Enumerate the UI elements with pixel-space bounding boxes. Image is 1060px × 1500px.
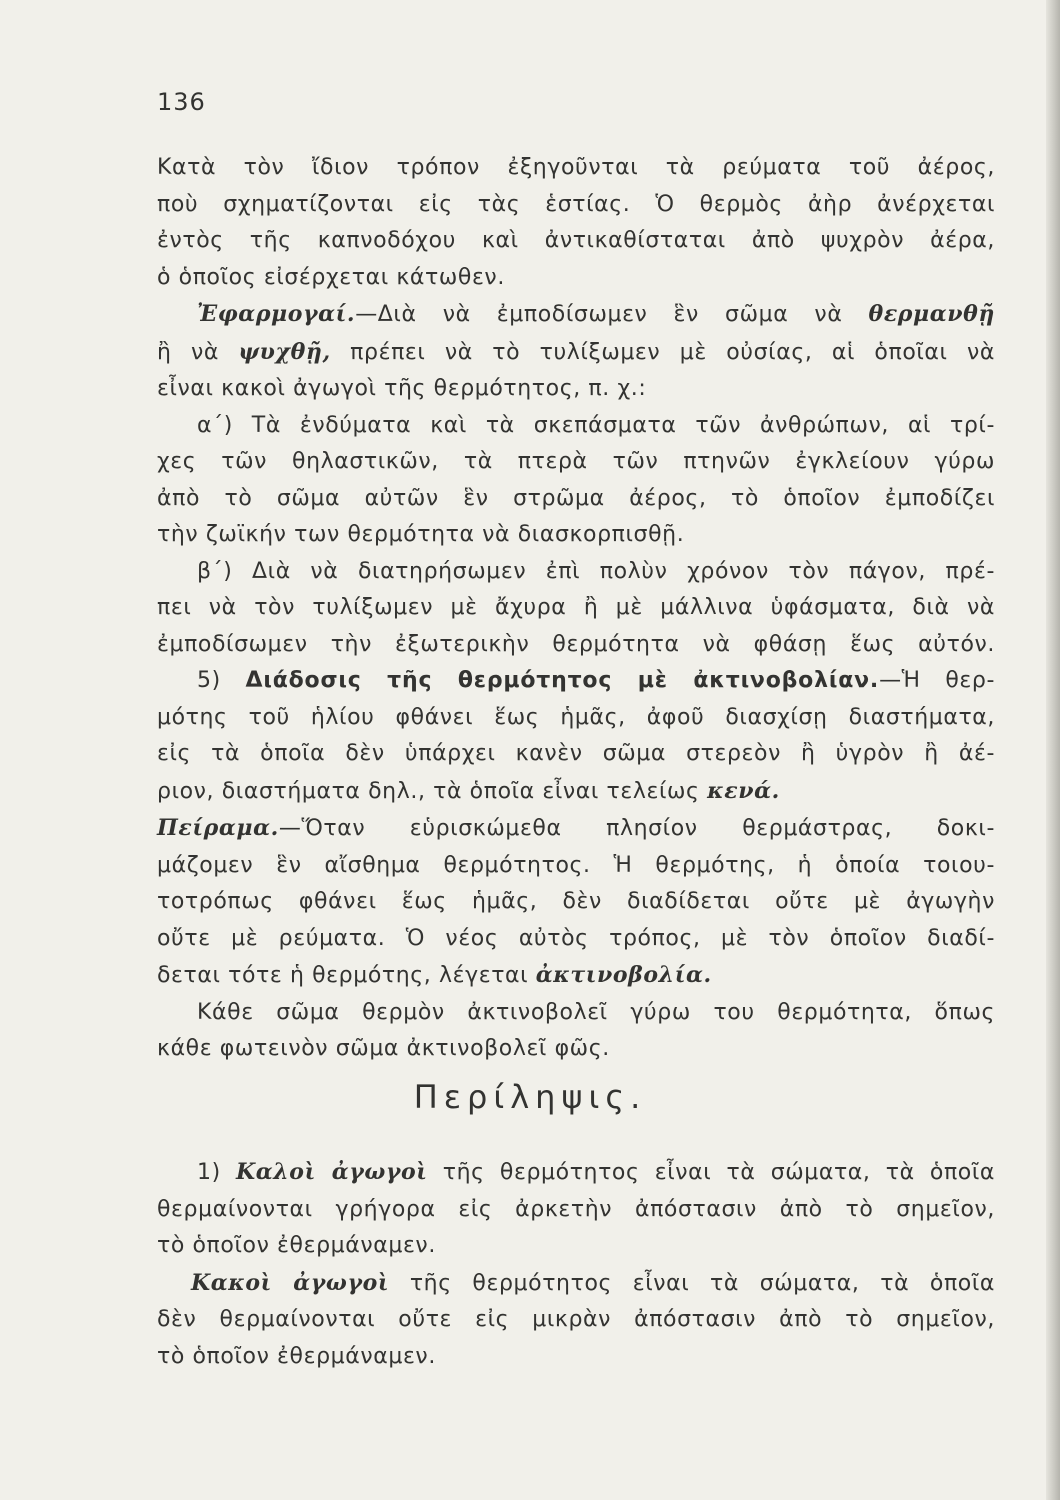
- item-beta-line: β΄) Διὰ νὰ διατηρήσωμεν ἐπὶ πολὺν χρόνον τὸν πάγον, πρέ-: [197, 558, 995, 584]
- paragraph-line: ἐντὸς τῆς καπνοδόχου καὶ ἀντικαθίσταται ἀπὸ ψυχρὸν ἀέρα,: [157, 228, 995, 253]
- experiment-heading: Πείραμα.: [157, 815, 279, 841]
- applications-text: —Διὰ νὰ ἐμποδίσωμεν ἓν σῶμα νὰ: [355, 302, 869, 327]
- applications-line: [157, 334, 995, 372]
- closing-line: κάθε φωτεινὸν σῶμα ἀκτινοβολεῖ φῶς.: [157, 1036, 610, 1061]
- summary-2-line: τὸ ὁποῖον ἐθερμάναμεν.: [157, 1343, 436, 1369]
- term-heated: θερμανθῇ: [868, 301, 995, 327]
- experiment-line: [157, 810, 995, 848]
- paragraph-line: Κατὰ τὸν ἴδιον τρόπον ἐξηγοῦνται τὰ ρεύματα τοῦ ἀέρος,: [157, 155, 995, 180]
- summary-2-text: τῆς θερμότητος εἶναι τὰ σώματα, τὰ ὁποῖα: [389, 1270, 995, 1296]
- summary-1-line: [157, 1154, 995, 1192]
- term-bad-conductors: Κακοὶ ἀγωγοὶ: [191, 1269, 390, 1296]
- main-text: [157, 150, 995, 1068]
- summary-1-line: τὸ ὁποῖον ἐθερμάναμεν.: [157, 1233, 436, 1258]
- section-5-heading: Διάδοσις τῆς θερμότητος μὲ ἀκτινοβολίαν.: [245, 668, 880, 693]
- section-5-number: 5): [197, 668, 246, 693]
- applications-line: [157, 296, 995, 334]
- summary-1-text: τῆς θερμότητος εἶναι τὰ σώματα, τὰ ὁποῖα: [427, 1160, 996, 1185]
- applications-line: εἶναι κακοὶ ἀγωγοὶ τῆς θερμότητος, π. χ.:: [157, 376, 647, 401]
- item-alpha-line: χες τῶν θηλαστικῶν, τὰ πτερὰ τῶν πτηνῶν ἐγκλείουν γύρω: [157, 449, 995, 474]
- section-5-line: μότης τοῦ ἡλίου φθάνει ἕως ἡμᾶς, ἀφοῦ διασχίσῃ διαστήματα,: [157, 704, 995, 730]
- section-5-line: εἰς τὰ ὁποῖα δὲν ὑπάρχει κανὲν σῶμα στερεὸν ἢ ὑγρὸν ἢ ἀέ-: [157, 741, 995, 766]
- item-alpha-line: τὴν ζωϊκήν των θερμότητα νὰ διασκορπισθῇ.: [157, 522, 685, 547]
- summary-1-number: 1): [197, 1160, 237, 1185]
- section-5-text: —Ἡ θερ-: [879, 668, 996, 693]
- summary-title: Περίληψις.: [413, 1078, 647, 1116]
- applications-heading: Ἐφαρμογαί.: [197, 301, 356, 327]
- experiment-line: μάζομεν ἓν αἴσθημα θερμότητος. Ἡ θερμότης, ἡ ὁποία τοιου-: [157, 852, 995, 878]
- summary-1-line: θερμαίνονται γρήγορα εἰς ἀρκετὴν ἀπόστασιν ἀπὸ τὸ σημεῖον,: [157, 1196, 995, 1222]
- applications-text: ἢ νὰ: [157, 339, 239, 365]
- section-5-line: [157, 663, 995, 700]
- summary-2-line: δὲν θερμαίνονται οὔτε εἰς μικρὰν ἀπόστασιν ἀπὸ τὸ σημεῖον,: [157, 1307, 995, 1332]
- experiment-line: οὔτε μὲ ρεύματα. Ὁ νέος αὐτὸς τρόπος, μὲ τὸν ὁποῖον διαδί-: [157, 925, 995, 951]
- page-edge-shadow: [1046, 0, 1060, 1500]
- closing-line: Κάθε σῶμα θερμὸν ἀκτινοβολεῖ γύρω του θερμότητα, ὅπως: [197, 999, 995, 1025]
- summary-2-line: [157, 1265, 995, 1303]
- experiment-text: δεται τότε ἡ θερμότης, λέγεται: [157, 963, 536, 988]
- experiment-line: [157, 957, 995, 995]
- section-5-line: [157, 773, 995, 811]
- item-alpha-line: α΄) Τὰ ἐνδύματα καὶ τὰ σκεπάσματα τῶν ἀνθρώπων, αἱ τρί-: [197, 412, 995, 438]
- item-alpha-line: ἀπὸ τὸ σῶμα αὐτῶν ἓν στρῶμα ἀέρος, τὸ ὁποῖον ἐμποδίζει: [157, 485, 995, 511]
- term-radiation: ἀκτινοβολία.: [535, 962, 712, 988]
- paragraph-line: ὁ ὁποῖος εἰσέρχεται κάτωθεν.: [157, 264, 505, 290]
- item-beta-line: πει νὰ τὸν τυλίξωμεν μὲ ἄχυρα ἢ μὲ μάλλινα ὑφάσματα, διὰ νὰ: [157, 595, 995, 620]
- experiment-text: —Ὅταν εὑρισκώμεθα πλησίον θερμάστρας, δοκι-: [278, 816, 995, 841]
- section-5-text: ριον, διαστήματα δηλ., τὰ ὁποῖα εἶναι τελείως: [157, 778, 708, 804]
- term-good-conductors: Καλοὶ ἀγωγοὶ: [236, 1159, 428, 1185]
- term-empty: κενά.: [707, 777, 780, 804]
- page-number: 136: [157, 88, 206, 116]
- experiment-line: τοτρόπως φθάνει ἕως ἡμᾶς, δὲν διαδίδεται οὔτε μὲ ἀγωγὴν: [157, 889, 995, 914]
- term-cooled: ψυχθῇ,: [238, 338, 331, 365]
- summary-text: [157, 1154, 995, 1375]
- paragraph-line: ποὺ σχηματίζονται εἰς τὰς ἑστίας. Ὁ θερμὸς ἀὴρ ἀνέρχεται: [157, 191, 995, 217]
- applications-text: πρέπει νὰ τὸ τυλίξωμεν μὲ οὐσίας, αἱ ὁποῖαι νὰ: [330, 339, 995, 365]
- item-beta-line: ἐμποδίσωμεν τὴν ἐξωτερικὴν θερμότητα νὰ φθάσῃ ἕως αὐτόν.: [157, 631, 995, 657]
